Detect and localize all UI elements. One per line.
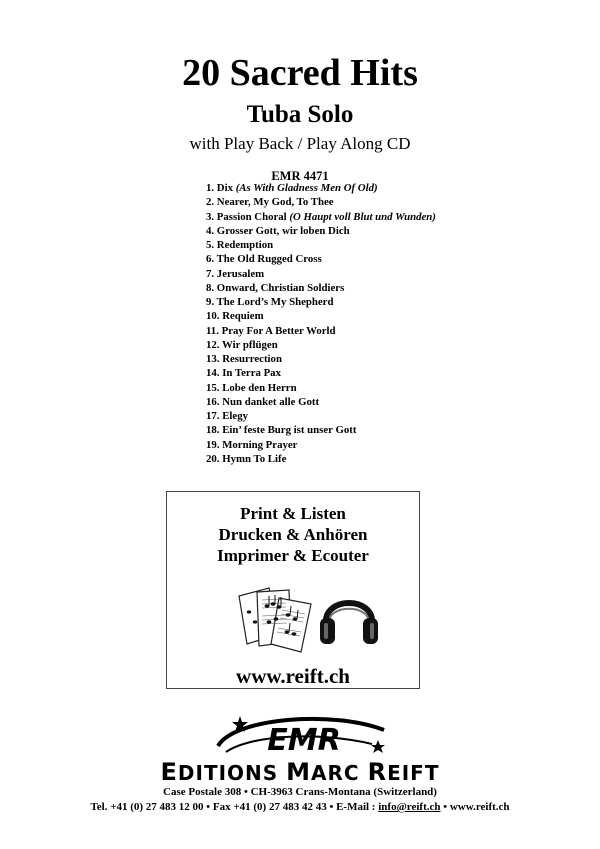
track-item: 18. Ein’ feste Burg ist unser Gott — [206, 424, 357, 437]
instrument-subtitle: Tuba Solo — [246, 101, 354, 128]
track-item: 14. In Terra Pax — [206, 367, 281, 380]
track-item: 5. Redemption — [206, 239, 274, 251]
track-item: 9. The Lord’s My Shepherd — [206, 296, 334, 308]
track-item: 12. Wir pflügen — [206, 338, 278, 351]
publisher-name: EDITIONS MARC REIFT — [160, 758, 440, 786]
page-title: 20 Sacred Hits — [182, 52, 418, 94]
emr-logo — [212, 712, 392, 760]
promo-line-de: Drucken & Anhören — [218, 525, 368, 544]
track-item: 6. The Old Rugged Cross — [206, 253, 322, 266]
track-item: 11. Pray For A Better World — [206, 324, 336, 337]
track-list — [206, 181, 436, 466]
track-item: 17. Elegy — [206, 410, 248, 422]
track-item: 20. Hymn To Life — [206, 452, 287, 465]
promo-box — [166, 491, 420, 689]
sheet-music-icon — [235, 582, 319, 654]
track-item: 19. Morning Prayer — [206, 438, 298, 451]
track-item: 2. Nearer, My God, To Thee — [206, 196, 334, 209]
promo-line-en: Print & Listen — [240, 504, 346, 523]
track-item: 4. Grosser Gott, wir loben Dich — [206, 224, 350, 237]
track-item: 15. Lobe den Herrn — [206, 381, 297, 394]
publisher-address: Case Postale 308 • CH-3963 Crans-Montana (Switzerland) — [163, 786, 437, 798]
track-item: 16. Nun danket alle Gott — [206, 395, 320, 408]
promo-line-fr: Imprimer & Ecouter — [217, 546, 369, 565]
publisher-contact: Tel. +41 (0) 27 483 12 00 • Fax +41 (0) 27 483 42 43 • E-Mail : info@reift.ch • www.reift.ch — [90, 801, 510, 813]
track-item: 8. Onward, Christian Soldiers — [206, 281, 345, 294]
track-item: 7. Jerusalem — [206, 267, 265, 280]
track-item: 13. Resurrection — [206, 353, 282, 365]
promo-website[interactable]: www.reift.ch — [236, 664, 350, 688]
track-item: 1. Dix (As With Gladness Men Of Old) — [206, 182, 378, 194]
track-item: 3. Passion Choral (O Haupt voll Blut und Wunden) — [206, 210, 436, 223]
email-link[interactable]: info@reift.ch — [378, 801, 441, 813]
headphones-icon — [317, 582, 381, 648]
catalog-number: EMR 4471 — [271, 169, 329, 183]
edition-tagline: with Play Back / Play Along CD — [189, 134, 411, 153]
track-item: 10. Requiem — [206, 310, 264, 323]
emr-logo-text: EMR — [267, 723, 341, 758]
